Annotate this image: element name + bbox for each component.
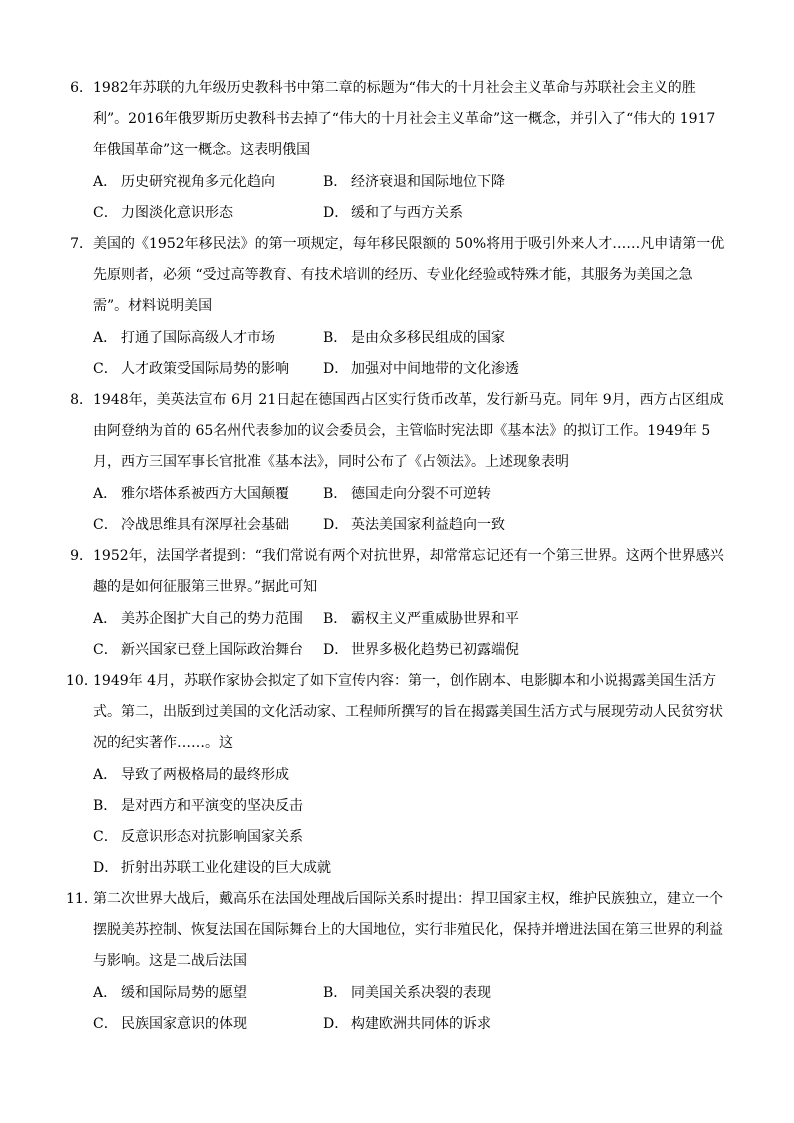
question-number: 11． [66, 891, 98, 907]
question-stem-line: 利”。2016年俄罗斯历史教科书去掉了“伟大的十月社会主义革命”这一概念，并引入了“伟大的 1917 [93, 111, 716, 127]
question-number: 9． [70, 548, 93, 564]
option-letter: D． [323, 517, 349, 533]
option-text: 民族国家意识的体现 [121, 1016, 247, 1032]
option-text: 是由众多移民组成的国家 [351, 330, 505, 346]
question-stem-line: 趣的是如何征服第三世界。”据此可知 [93, 579, 318, 595]
option-letter: A． [93, 174, 118, 190]
option-text: 折射出苏联工业化建设的巨大成就 [121, 860, 331, 876]
option-a[interactable] [93, 479, 289, 510]
option-d[interactable] [323, 354, 519, 385]
option-letter: A． [93, 985, 118, 1001]
option-text: 打通了国际高级人才市场 [121, 330, 275, 346]
option-b[interactable] [323, 604, 519, 635]
option-text: 雅尔塔体系被西方大国颠覆 [121, 486, 289, 502]
option-text: 同美国关系决裂的表现 [351, 985, 491, 1001]
question-stem-line: 1982年苏联的九年级历史教科书中第二章的标题为“伟大的十月社会主义革命与苏联社会主义的胜 [93, 80, 696, 96]
option-letter: D． [93, 860, 119, 876]
option-letter: A． [93, 611, 118, 627]
option-letter: B． [323, 330, 348, 346]
question-number: 6． [70, 80, 93, 96]
option-letter: D． [323, 205, 349, 221]
option-letter: B． [323, 486, 348, 502]
question-stem-line: 需”。材料说明美国 [93, 298, 213, 314]
question-stem-line: 与影响。这是二战后法国 [93, 953, 247, 969]
question-stem-line: 先原则者，必须 “受过高等教育、有技术培训的经历、专业化经验或特殊才能，其服务为美国之急 [93, 267, 693, 283]
option-c[interactable] [93, 822, 303, 853]
option-text: 英法美国家利益趋向一致 [351, 517, 505, 533]
option-text: 构建欧洲共同体的诉求 [351, 1016, 491, 1032]
option-c[interactable] [93, 510, 289, 541]
option-letter: B． [323, 611, 348, 627]
option-letter: D． [323, 642, 349, 658]
option-text: 缓和了与西方关系 [351, 205, 463, 221]
option-text: 新兴国家已登上国际政治舞台 [121, 642, 303, 658]
question-stem-line: 1949年 4月，苏联作家协会拟定了如下宣传内容：第一，创作剧本、电影脚本和小说揭露美国生活方 [93, 673, 716, 689]
question-stem-line: 式。第二，出版到过美国的文化活动家、工程师所撰写的旨在揭露美国生活方式与展现劳动人民贫穷状 [93, 704, 723, 720]
question-number: 8． [70, 392, 93, 408]
option-letter: D． [323, 361, 349, 377]
option-text: 美苏企图扩大自己的势力范围 [121, 611, 303, 627]
option-text: 霸权主义严重威胁世界和平 [351, 611, 519, 627]
option-letter: B． [323, 985, 348, 1001]
option-text: 反意识形态对抗影响国家关系 [121, 829, 303, 845]
option-letter: C． [93, 642, 118, 658]
option-d[interactable] [323, 1009, 491, 1040]
option-b[interactable] [323, 167, 505, 198]
option-c[interactable] [93, 198, 233, 229]
option-text: 世界多极化趋势已初露端倪 [351, 642, 519, 658]
option-a[interactable] [93, 167, 275, 198]
option-a[interactable] [93, 978, 247, 1009]
option-letter: B． [323, 174, 348, 190]
option-letter: C． [93, 1016, 118, 1032]
option-letter: A． [93, 330, 118, 346]
option-c[interactable] [93, 1009, 247, 1040]
option-d[interactable] [323, 510, 505, 541]
option-letter: C． [93, 517, 118, 533]
option-d[interactable] [323, 198, 463, 229]
option-text: 冷战思维具有深厚社会基础 [121, 517, 289, 533]
option-b[interactable] [323, 479, 491, 510]
question-stem-line: 月，西方三国军事长官批准《基本法》，同时公布了《占领法》。上述现象表明 [93, 454, 569, 470]
option-text: 导致了两极格局的最终形成 [121, 767, 289, 783]
option-letter: C． [93, 829, 118, 845]
option-b[interactable] [323, 978, 491, 1009]
option-text: 是对西方和平演变的坚决反击 [121, 798, 303, 814]
option-text: 人才政策受国际局势的影响 [121, 361, 289, 377]
option-a[interactable] [93, 323, 275, 354]
option-letter: D． [323, 1016, 349, 1032]
option-text: 历史研究视角多元化趋向 [121, 174, 275, 190]
option-text: 经济衰退和国际地位下降 [351, 174, 505, 190]
option-text: 力图淡化意识形态 [121, 205, 233, 221]
question-stem-line: 摆脱美苏控制、恢复法国在国际舞台上的大国地位，实行非殖民化，保持并增进法国在第三世界的利益 [93, 922, 723, 938]
option-letter: A． [93, 486, 118, 502]
question-stem-line: 第二次世界大战后，戴高乐在法国处理战后国际关系时提出：捍卫国家主权，维护民族独立，建立一个 [93, 891, 723, 907]
question-stem-line: 由阿登纳为首的 65名州代表参加的议会委员会，主管临时宪法即《基本法》的拟订工作。1949年 5 [93, 423, 711, 439]
option-letter: B． [93, 798, 118, 814]
option-b[interactable] [93, 791, 303, 822]
option-text: 加强对中间地带的文化渗透 [351, 361, 519, 377]
question-number: 10． [66, 673, 98, 689]
option-text: 德国走向分裂不可逆转 [351, 486, 491, 502]
question-stem-line: 美国的《1952年移民法》的第一项规定，每年移民限额的 50%将用于吸引外来人才……凡申请第一优 [93, 236, 725, 252]
option-d[interactable] [93, 853, 331, 884]
question-stem-line: 1952年，法国学者提到：“我们常说有两个对抗世界，却常常忘记还有一个第三世界。这两个世界感兴 [93, 548, 724, 564]
question-stem-line: 况的纪实著作……。这 [93, 735, 233, 751]
option-text: 缓和国际局势的愿望 [121, 985, 247, 1001]
question-stem-line: 年俄国革命”这一概念。这表明俄国 [93, 142, 311, 158]
option-c[interactable] [93, 635, 303, 666]
question-stem-line: 1948年，美英法宣布 6月 21日起在德国西占区实行货币改革，发行新马克。同年 9月，西方占区组成 [93, 392, 724, 408]
option-d[interactable] [323, 635, 519, 666]
option-letter: C． [93, 205, 118, 221]
option-a[interactable] [93, 604, 303, 635]
option-letter: C． [93, 361, 118, 377]
option-b[interactable] [323, 323, 505, 354]
option-letter: A． [93, 767, 118, 783]
option-a[interactable] [93, 760, 289, 791]
option-c[interactable] [93, 354, 289, 385]
question-number: 7． [70, 236, 93, 252]
